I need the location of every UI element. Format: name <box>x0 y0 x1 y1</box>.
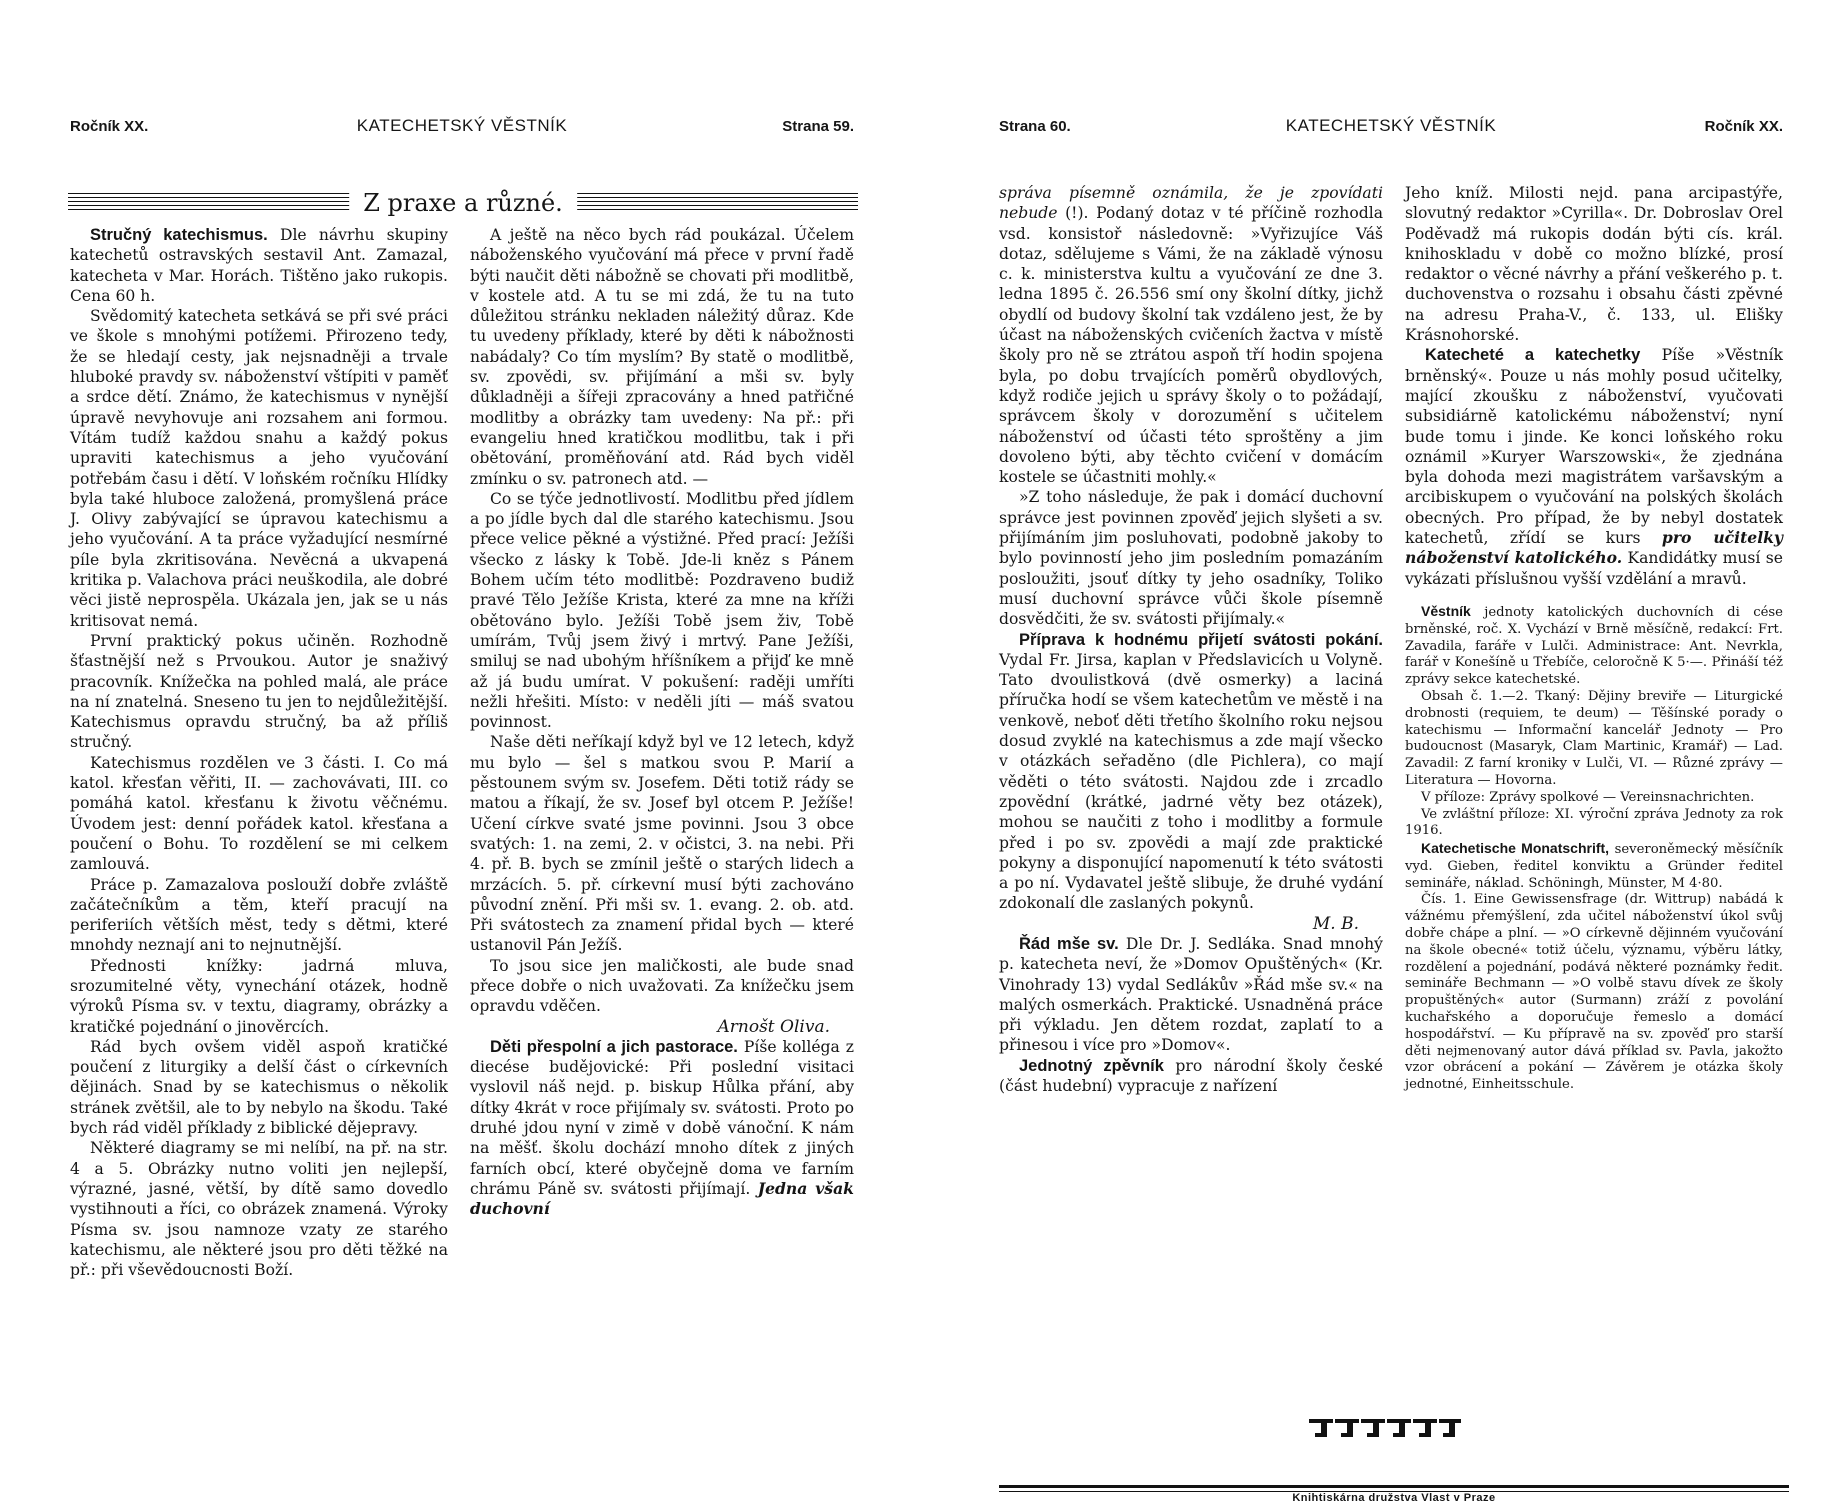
paragraph-emphasis: Jedna však duchovní <box>470 1178 854 1219</box>
section-title: Z praxe a různé. <box>349 189 577 217</box>
paragraph: (!). Podaný dotaz v té příčině rozhodla vsd. konsistoř následovně: »Vyřizujíce Váš dotaz, sdělujeme s Vámi, že na základě výnosu c. k. ministerstva kultu a vyučování ze dne 3. ledna 1895 č. 26.556 smí ony školní dítky, jichž obydlí od budovy školní tak vzdáleno jest, že by účast na náboženských cvičeních žactva v místě školy pro ně se ztrátou aspoň tří hodin spojena byla, po dobu trvajících poměrů obydlových, když rodiče jejich u správy školy o to požádají, správcem školy v dorozumění s učitelem náboženství od účasti této sproštěny a jim dovoleno býti, aby těchto cvičení v domácím kostele se účastniti mohly.« <box>999 204 1383 487</box>
paragraph: jednoty katolických duchovních di cése brněnské, roč. X. Vychází v Brně měsíčně, redakcí: Frt. Zavadila, faráře v Lulči. Administrace: Ant. Nevrkla, farář v Konešíně u Třebíče, celoročně K 5·—. Přináší též zprávy sekce katechetské. <box>1405 604 1783 688</box>
article-heading: Stručný katechismus. <box>90 226 268 244</box>
paragraph: Dle návrhu skupiny katechetů ostravských sestavil Ant. Zamazal, katecheta v Mar. Horách. Tištěno jako rukopis. Cena 60 h. <box>70 226 448 305</box>
section-heading <box>68 185 858 219</box>
periodicals-review <box>1405 603 1783 1094</box>
left-column-1 <box>70 225 448 1280</box>
paragraph: »Z toho následuje, že pak i domácí duchovní správce jest povinnen zpověď jejich slyšeti a sv. přijímáním jim posluhovati, podobně jakoby to bylo povinností jeho jim posledním pomazáním posloužiti, jsouť dítky ty jeho osadníky, Toliko musí duchovní správce vůči škole písemně dosvědčiti, že sv. svátosti přijímaly.« <box>999 488 1383 629</box>
paragraph: V příloze: Zprávy spolkové — Vereinsnachrichten. <box>1421 789 1755 805</box>
article-heading: Katecheté a katechetky <box>1425 346 1641 365</box>
author-signature: M. B. <box>1312 913 1359 934</box>
volume-label: Ročník XX. <box>1704 118 1783 135</box>
page-number: Strana 59. <box>782 118 854 135</box>
paragraph: Svědomitý katecheta setkává se při své práci ve škole s mnohými potížemi. Přirozeno tedy, že se hledají cesty, jak nejsnadněji a trvale hluboké pravdy sv. náboženství vštípiti v paměť a srdce dětí. Známo, že katechismus v nynější úpravě nevyhovuje ani rozsahem ani formou. Vítám tudíž každou snahu a každý pokus upraviti katechismus a jeho vyučování potřebám času i dětí. V loňském ročníku Hlídky byla také hluboce založená, promyšlená práce J. Olivy zabývající se úpravou katechismu a jeho vyučování. A ta práce vyžadující nesmírné píle byla zkritisována. Nevěcná a ukvapená kritika p. Valachova práci neuškodila, ale dobré věci jistě neprospěla. Ukázala jen, jak se u nás kritisovat nemá. <box>70 307 448 630</box>
left-running-header <box>70 118 854 148</box>
paragraph-emphasis: pro učitelky náboženství katolického. <box>1405 528 1783 568</box>
page-number: Strana 60. <box>999 118 1071 135</box>
decorative-ornament <box>1305 1415 1465 1441</box>
article-heading: Řád mše sv. <box>1019 934 1119 953</box>
right-column-2 <box>1405 183 1783 1094</box>
article-heading: Katechetische Monatschrift, <box>1421 840 1610 857</box>
left-page <box>0 0 919 1500</box>
right-column-1 <box>999 183 1383 1096</box>
article-heading: Děti přespolní a jich pastorace. <box>490 1037 738 1056</box>
article-heading: Jednotný zpěvník <box>1019 1056 1164 1075</box>
paragraph-emphasis: správa písemně oznámila, že je zpovídati nebude <box>999 184 1383 223</box>
article-heading: Věstník <box>1421 602 1471 619</box>
paragraph: Přednosti knížky: jadrná mluva, srozumitelné věty, vynechání otázek, hodně výroků Písma sv. v textu, diagramy, obrázky a kratičké pojednání o jinověrcích. <box>70 956 448 1036</box>
paragraph: Kandidátky musí se vykázati příslušnou vyšší vzdělání a mravů. <box>1405 549 1783 588</box>
paragraph: Čís. 1. Eine Gewissensfrage (dr. Wittrup) nabádá k vážnému přemýšlení, zda učitel náboženství úkol svůj dobře chápe a plní. — »O církevně dějinném vyučování na škole obecné« totiž účelu, významu, výběru látky, rozdělení a pojednání, podává některé poznámky ředit. semináře Bechmann — »O volbě stavu dívek ze školy propuštěných« autor (Surmann) zráží z povolání kuchařského a doporučuje řemeslo a domácí hospodářství. — Ku přípravě na sv. zpověď pro starší děti nejmenovaný autor dává příklad sv. Pavla, jakožto vzor obrácení a pokání — Závěrem je otázka školy jednotné, Einheitsschule. <box>1405 892 1783 1093</box>
left-column-2 <box>470 225 854 1220</box>
paragraph: Naše děti neříkají když byl ve 12 letech, když mu bylo — šel s matkou svou P. Marií a pěstounem svým sv. Josefem. Děti totiž rády se matou a říkají, že sv. Josef byl otcem P. Ježíše! Učení církve svaté jsme povinni. Jsou 3 obce svatých: 1. na zemi, 2. v očistci, 3. na nebi. Při 4. př. B. bych se zmínil ještě o starých lidech a mrzácích. 5. př. církevní musí býti zachováno původní znění. Při mši sv. 1. evang. 2. ob. atd. Při svátostech za znamení přidal bych — které ustanovil Pán Ježíš. <box>470 733 854 955</box>
paragraph: Katechismus rozdělen ve 3 části. I. Co má katol. křesťan věřiti, II. — zachovávati, III. co pomáhá katol. křesťanu k životu věčnému. Úvodem jest: denní pořádek katol. křesťana a poučení o Bohu. To rozdělení se mi celkem zamlouvá. <box>70 753 448 874</box>
author-signature: Arnošt Oliva. <box>717 1016 830 1037</box>
right-running-header <box>999 118 1783 148</box>
paragraph: Píše »Věstník brněnský«. Pouze u nás mohly posud učitelky, mající zkoušku z náboženství, vyučovati subsidiárně katolickému náboženství; nyní bude tomu i jinde. Ke konci loňského roku oznámil »Kuryer Warszowski«, že zjednána byla dohoda mezi magistrátem varšavským a arcibiskupem o vyučování na polských školách obecných. Pro případ, že by nebyl dostatek katechetů, zřídí se kurs <box>1405 346 1783 548</box>
paragraph: Rád bych ovšem viděl aspoň kratičké poučení z liturgiky a delší část o církevních dějinách. Snad by se katechismus o několik stránek zvětšil, ale to by nebylo na škodu. Také bych rád viděl příklady z biblické dějepravy. <box>70 1037 448 1138</box>
right-page <box>919 0 1838 1504</box>
paragraph: To jsou sice jen maličkosti, ale bude snad přece dobře o nich uvažovati. Za knížečku jsem opravdu vděčen. <box>470 956 854 1016</box>
paragraph: Jeho kníž. Milosti nejd. pana arcipastýře, slovutný redaktor »Cyrilla«. Dr. Dobroslav Orel Poděvadž má rukopis dodán býti cís. král. knihoskladu v době co možno blízké, prosí redaktor o věcné návrhy a přání veškerého p. t. duchovenstva o rozsahu i obsahu části zpěvné na adresu Praha-V., č. 133, ul. Elišky Krásnohorské. <box>1405 184 1783 345</box>
paragraph: A ještě na něco bych rád poukázal. Účelem náboženského vyučování má přece v první řadě býti naučit děti nábožně se chovati při modlitbě, v kostele atd. A tu se mi zdá, že tu na tuto důležitou stránku nekladen náležitý důraz. Kde tu uvedeny příklady, které by děti k nábožnosti nabádaly? Co tím myslím? By statě o modlitbě, sv. zpovědi, sv. přijímání a mši sv. byly důkladněji a šířeji zpracovány a hned patřičné modlitby a obrázky tam uvedeny: Na př.: při evangeliu hned kratičkou modlitbu, tak i při obětování, proměňování atd. Rád bych viděl zmínku o sv. patronech atd. — <box>470 226 854 488</box>
article-heading: Příprava k hodnému přijetí svátosti pokání. <box>1019 630 1383 649</box>
paragraph: severoněmecký měsíčník vyd. Gieben, ředitel konviktu a Gründer ředitel semináře, náklad. Schöningh, Münster, M 4·80. <box>1405 842 1783 891</box>
journal-title: KATECHETSKÝ VĚSTNÍK <box>1285 116 1497 135</box>
paragraph: Práce p. Zamazalova poslouží dobře zvláště začátečníkům a těm, kteří pracují na periferiích větších měst, tedy s dětmi, které mnohdy neznají ani to nejnutnější. <box>70 875 448 955</box>
paragraph: První praktický pokus učiněn. Rozhodně šťastnější než s Prvoukou. Autor je snaživý pracovník. Knížečka na pohled malá, ale práce na ní znatelná. Sneseno tu jen to nejdůležitější. Katechismus opravdu stručný, ba až příliš stručný. <box>70 631 448 752</box>
volume-label: Ročník XX. <box>70 118 149 135</box>
paragraph: pro národní školy české (část hudební) vypracuje z nařízení <box>999 1056 1383 1096</box>
paragraph: Některé diagramy se mi nelíbí, na př. na str. 4 a 5. Obrázky nutno voliti jen nejlepší, výrazné, jasné, větší, by dítě samo dovedlo vystihnouti a říci, co obrázek znamená. Výroky Písma sv. jsou namnoze vzaty ze starého katechismu, ale některé jsou pro děti těžké na př.: při vševědoucnosti Boží. <box>70 1139 448 1280</box>
footer-rule <box>999 1485 1789 1488</box>
paragraph: Píše kolléga z diecése budějovické: Při poslední visitaci vyslovil náš nejd. p. biskup Hůlka přání, aby dítky 4krát v roce přijímaly sv. svátosti. Proto po druhé jdou nyní v zimě v době vánoční. K nám na měšť. školu dochází mnoho dítek z jiných farních obcí, které obyčejně doma ve farním chrámu Páně sv. svátosti přijímají. <box>470 1037 854 1198</box>
paragraph: Obsah č. 1.—2. Tkaný: Dějiny breviře — Liturgické drobnosti (requiem, te deum) — Těšínské porady o katechismu — Informační kancelář Jednoty — Pro budoucnost (Masaryk, Clam Martinic, Kramář) — Lad. Zavadil: Z farní kroniky v Lulči, VI. — Různé zprávy — Literatura — Hovorna. <box>1405 688 1783 788</box>
printer-imprint: Knihtiskárna družstva Vlast v Praze <box>1292 1492 1496 1504</box>
paragraph: Ve zvláštní příloze: XI. výroční zpráva Jednoty za rok 1916. <box>1405 806 1783 839</box>
paragraph: Co se týče jednotlivostí. Modlitbu před jídlem a po jídle bych dal dle starého katechismu. Jsou přece velice pěkné a výstižné. Před prací: Ježíši všecko z lásky k Tobě. Jde-li kněz s Pánem Bohem učím této modlitbě: Pozdraveno budiž pravé Tělo Ježíše Krista, které za mne na kříži obětováno bylo. Ježíši Tobě jsem živ, Tobě umírám, Tvůj jsem živý i mrtvý. Pane Ježíši, smiluj se nad ubohým hříšníkem a přijď ke mně až já budu umírat. V pokušení: raději umříti nežli hřešiti. Místo: v neděli jíti — máš svatou povinnost. <box>470 489 854 732</box>
journal-title: KATECHETSKÝ VĚSTNÍK <box>356 116 568 135</box>
paragraph: Dle Dr. J. Sedláka. Snad mnohý p. katecheta neví, že »Domov Opuštěných« (Kr. Vinohrady 13) vydal Sedlákův »Řád mše sv.« na malých osmerkách. Praktické. Usnadněná práce při výkladu. Jen dětem rozdat, zaplatí to a přinesou i více pro »Domov«. <box>999 934 1383 1055</box>
paragraph: Vydal Fr. Jirsa, kaplan v Předslavicích u Volyně. Tato dvoulistková (dvě osmerky) a laciná příručka hodí se všem katechetům ve městě i na venkově, neboť děti třetího školního roku nejsou dosud zvyklé na katechismus a zde mají všecko v otázkách seřaděno (dle Pichlera), co mají věděti o této svátosti. Najdou zde i zrcadlo zpovědní (krátké, jadrné věty bez otázek), mohou se naučiti z toho i modlitby a formule před i po sv. zpovědi a mají zde praktické pokyny a disponující napomenutí k této svátosti a po ní. Vydavatel ještě slibuje, že druhé vydání zdokonalí dle zaslaných pokynů. <box>999 650 1383 913</box>
